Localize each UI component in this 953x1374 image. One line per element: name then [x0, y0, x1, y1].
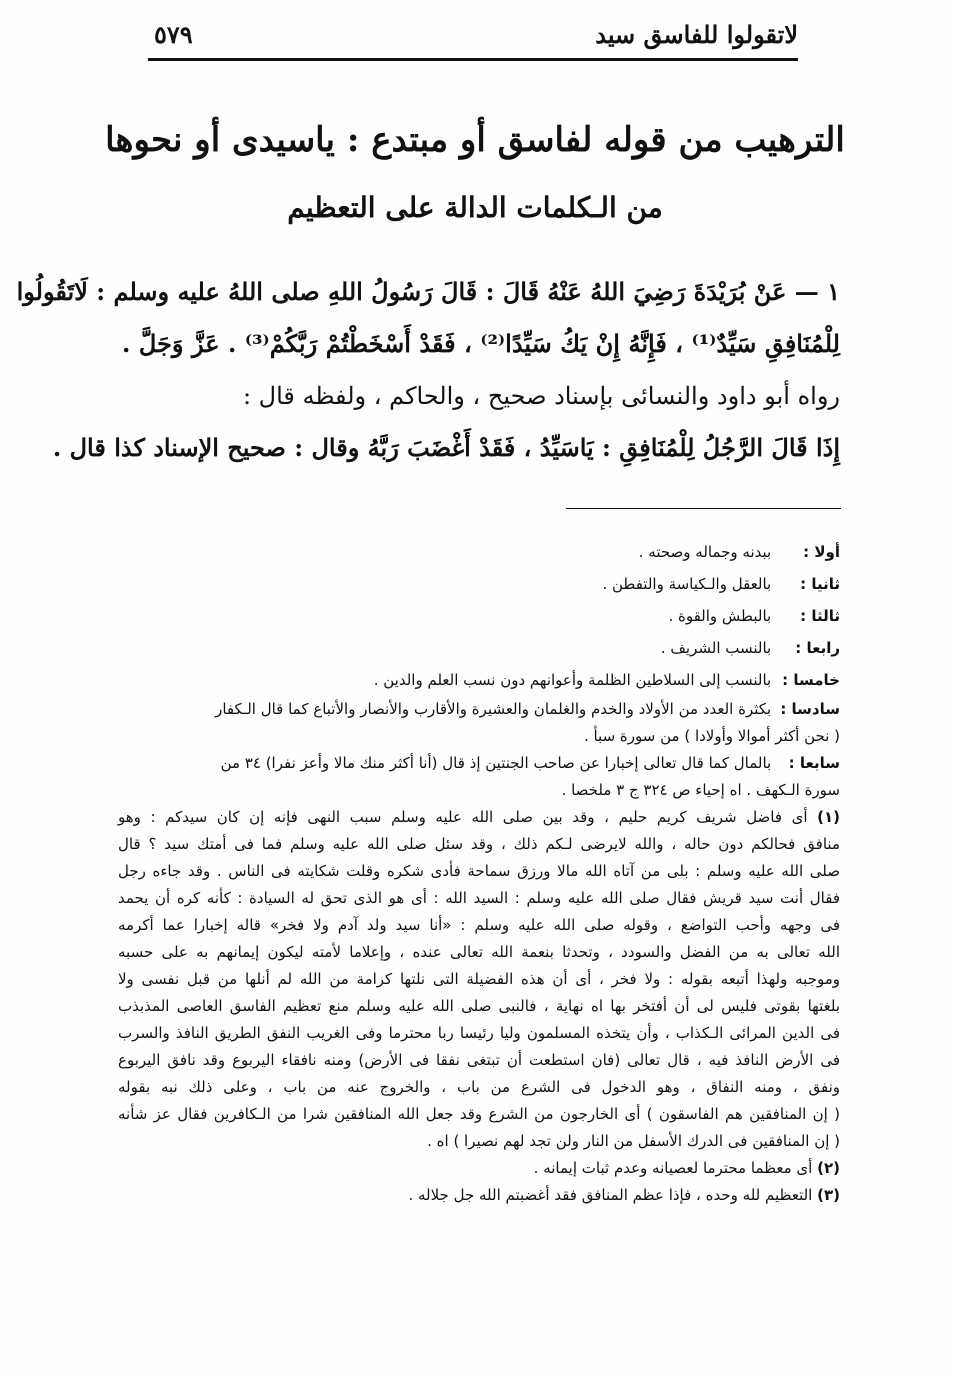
footnote-1-line: منافق فحالكم دون حاله ، والله لايرضى لـكم ذلك ، وقد سئل صلى الله عليه وسلم فما فى أمتك سيد ؟ قال [118, 835, 840, 853]
running-header [148, 18, 798, 61]
note-label: ثانيا : [800, 575, 840, 593]
footnote-1-line: الله تعالى به من الفضل والسودد ، وتحدثا بنعمة الله تعالى عنده ، وإعلاما لأمته ليكون إيمانهم به على حسبه [118, 943, 840, 961]
note-label: أولا : [803, 543, 840, 561]
footnote-1-line: ( إن المنافقين فى الدرك الأسفل من النار ولن تجد لهم نصيرا ) اه . [427, 1132, 840, 1150]
footnote-2 [118, 1155, 840, 1182]
note-continuation: ( نحن أكثر أموالا وأولادا ) من سورة سبأ . [583, 727, 840, 745]
note-text: بالبطش والقوة . [668, 607, 772, 625]
note-text: بالمال كما قال تعالى إخبارا عن صاحب الجنتين إذ قال (أنا أكثر منك مالا وأعز نفرا) ٣٤ من [220, 754, 772, 772]
footnote-marker: (١) [817, 808, 840, 826]
note-label: خامسا : [782, 671, 840, 689]
chapter-subtitle: من الـكلمات الدالة على التعظيم [287, 191, 663, 224]
footnote-separator [566, 508, 841, 509]
note-text: ببدنه وجماله وصحته . [638, 543, 772, 561]
hadith-text [16, 266, 840, 474]
footnote-text: التعظيم لله وحده ، فإذا عظم المنافق فقد أغضبتم الله جل جلاله . [408, 1186, 813, 1204]
note-continuation: سورة الـكهف . اه إحياء ص ٣٢٤ ج ٣ ملخصا . [561, 781, 840, 799]
enumerated-note [118, 536, 840, 568]
note-label: رابعا : [795, 639, 840, 657]
hadith-line: ١ — عَنْ بُرَيْدَةَ رَضِيَ اللهُ عَنْهُ قَالَ : قَالَ رَسُولُ اللهِ صلى اللهُ عليه وسلم : لَاتَقُولُوا [16, 277, 840, 306]
page-number: ٥٧٩ [154, 20, 193, 49]
enumerated-note [118, 750, 840, 777]
running-title: لاتقولوا للفاسق سيد [595, 20, 798, 49]
note-label: ثالثا : [800, 607, 840, 625]
footnote-1-line: فى الدين المرائى الـكذاب ، وأن يتخذه المسلمون وليا رئيسا ربا محترما وفى الغريب النفق الطريق النافذ والسرب [118, 1024, 840, 1042]
footnote-text: أى معظما محترما لعصيانه وعدم ثبات إيمانه . [533, 1159, 813, 1177]
note-text: بكثرة العدد من الأولاد والخدم والغلمان والعشيرة والأقارب والأنصار والأتباع كما قال الـكفار [215, 700, 772, 718]
footnotes [118, 536, 840, 1209]
note-text: بالعقل والـكياسة والتفطن . [602, 575, 772, 593]
enumerated-note [118, 632, 840, 664]
enumerated-note [118, 664, 840, 696]
enumerated-note [118, 568, 840, 600]
footnote-1-line: ونفق ، ومنه النفاق ، وهو الدخول فى الشرع من باب ، والخروج عنه من باب ، وعلى ذلك نبه بقوله [118, 1078, 840, 1096]
hadith-line: لِلْمُنَافِقِ سَيِّدٌ⁽¹⁾ ، فَإِنَّهُ إِنْ يَكُ سَيِّدًا⁽²⁾ ، فَقَدْ أَسْخَطْتُمْ رَبَّكُمْ⁽³⁾ . عَزَّ وَجَلَّ . [122, 329, 840, 358]
footnote-3 [118, 1182, 840, 1209]
footnote-1-line: صلى الله عليه وسلم : بلى من آتاه الله مالا ورزق سماحة فأدى شكره وقلت شكايته فى الناس . وقد جاءه رجل [118, 862, 840, 880]
footnote-1-line: وموجبه ولهذا أتبعه بقوله : ولا فخر ، أى أن هذه الفضيلة التى نلتها كرامة من الله لم أنلها من قبل نفسى ولا [118, 970, 840, 988]
footnote-marker: (٢) [817, 1159, 840, 1177]
footnote-1-line [118, 804, 840, 831]
hadith-line: إِذَا قَالَ الرَّجُلُ لِلْمُنَافِقِ : يَاسَيِّدُ ، فَقَدْ أَغْضَبَ رَبَّهُ وقال : صحيح الإسناد كذا قال . [52, 433, 840, 462]
chapter-title: الترهيب من قوله لفاسق أو مبتدع : ياسيدى أو نحوها [105, 120, 845, 160]
note-label: سابعا : [788, 754, 840, 772]
footnote-1-line: ( إن المنافقين هم الفاسقون ) أى الخارجون من الشرع وقد جعل الله المنافقين شرا من الـكافرين فقال عز شأنه [118, 1105, 840, 1123]
enumerated-note [118, 600, 840, 632]
footnote-marker: (٣) [817, 1186, 840, 1204]
enumerated-note [118, 696, 840, 723]
footnote-1-line: فى وجهه وأحب التواضع ، وقوله صلى الله عليه وسلم : «أنا سيد ولد آدم ولا فخر» قاله إخبارا عما أكرمه [118, 916, 840, 934]
footnote-1-line: فى الأرض النافذ فيه ، قال تعالى (فان استطعت أن تبتغى نفقا فى الأرض) ومنه نافقاء اليربوع وقد نافق اليربوع [118, 1051, 840, 1069]
footnote-text: أى فاضل شريف كريم حليم ، وقد بين صلى الله عليه وسلم سبب النهى فإنه إن كان سيدكم : وهو [118, 808, 808, 826]
note-text: بالنسب إلى السلاطين الظلمة وأعوانهم دون نسب العلم والدين . [373, 671, 772, 689]
footnote-1-line: بلغتها بقوتى فليس لى أن أفتخر بها اه نهاية ، فالنبى صلى الله عليه وسلم منع تعظيم الفاسق العاصى المذبذب [118, 997, 840, 1015]
hadith-narration-line: رواه أبو داود والنسائى بإسناد صحيح ، والحاكم ، ولفظه قال : [242, 382, 840, 410]
footnote-1-line: فقال أنت سيد قريش فقال صلى الله عليه وسلم : السيد الله : أى هو الذى تحق له السيادة : كأنه كره أن يحمد [118, 889, 840, 907]
note-text: بالنسب الشريف . [660, 639, 772, 657]
note-label: سادسا : [780, 700, 840, 718]
